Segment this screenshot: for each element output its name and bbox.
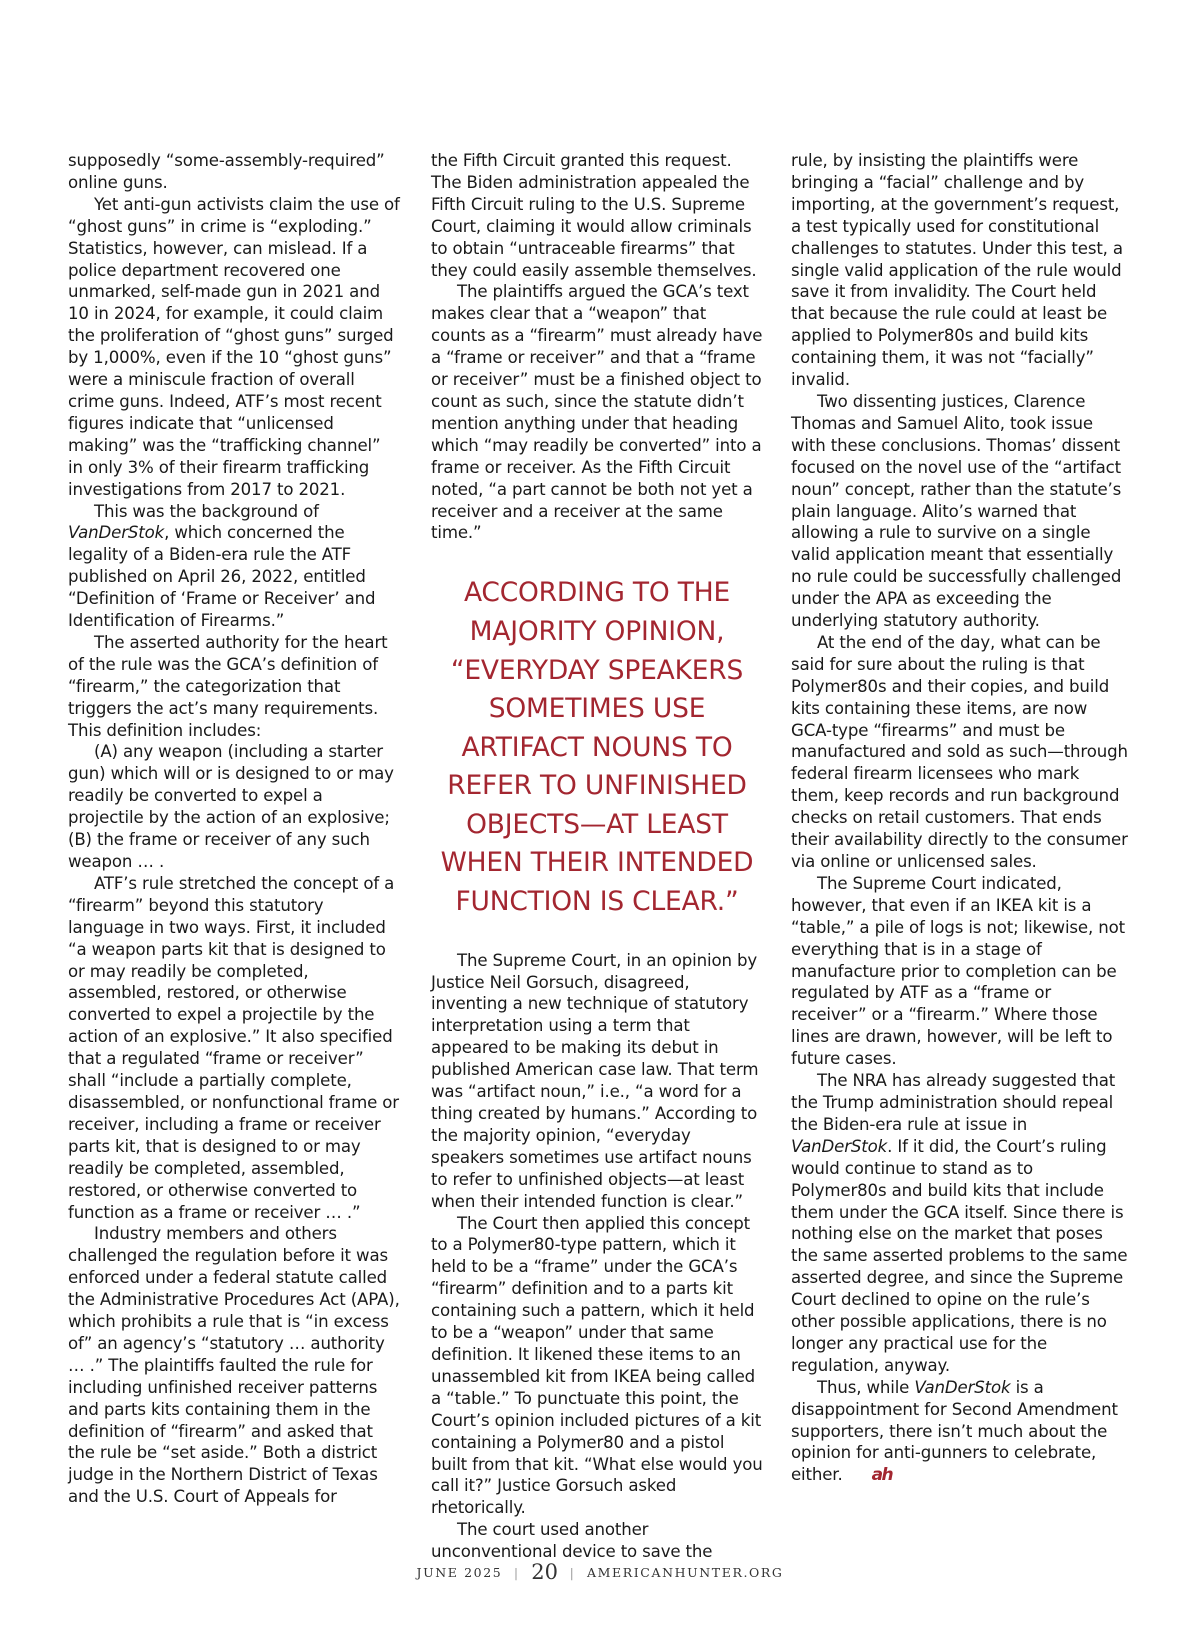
- text-run: . If it did, the Court’s ruling would continue to stand as to Polymer80s and build kits that include them under the GCA itself. Since there is nothing else on the market that poses the same asserted problems to the same asserted degree, and since the Supreme Court declined to opine on the rule’s other possible applications, there is no longer any practical use for the regulation, anyway.: [791, 1136, 1128, 1375]
- paragraph: rule, by insisting the plaintiffs were bringing a “facial” challenge and by importing, at the government’s request, a test typically used for constitutional challenges to statutes. Under this test, a single valid application of the rule would save it from invalidity. The Court held that because the rule could at least be applied to Polymer80s and build kits containing them, it was not “facially” invalid.: [791, 151, 1123, 390]
- paragraph: ATF’s rule stretched the concept of a “firearm” beyond this statutory language in two ways. First, it included “a weapon parts kit that is designed to or may readily be completed, assembled, restored, or otherwise converted to expel a projectile by the action of an explosive.” It also specified that a regulated “frame or receiver” shall “include a partially complete, disassembled, or nonfunctional frame or receiver, including a frame or receiver parts kit, that is designed to or may readily be completed, assembled, restored, or otherwise converted to function as a frame or receiver … .”: [68, 873, 399, 1222]
- paragraph: supposedly “some-assembly-required” online guns.: [68, 151, 385, 192]
- column-2: [431, 150, 763, 1563]
- paragraph: The Supreme Court indicated, however, that even if an IKEA kit is a “table,” a pile of logs is not; likewise, not everything that is in a stage of manufacture prior to completion can be regulated by ATF as a “frame or receiver” or a “firearm.” Where those lines are drawn, however, will be left to future cases.: [791, 873, 1125, 1069]
- issue-date: JUNE 2025: [416, 1565, 503, 1580]
- footer-separator: |: [513, 1565, 520, 1580]
- case-name: VanDerStok: [914, 1377, 1011, 1397]
- paragraph: At the end of the day, what can be said for sure about the ruling is that Polymer80s and their copies, and build kits containing these items, are now GCA-type “firearms” and must be manufactured and sold as such—through federal firearm licensees who mark them, keep records and run background checks on retail customers. That ends their availability directly to the consumer via online or unlicensed sales.: [791, 632, 1128, 871]
- paragraph: [791, 1070, 1131, 1377]
- paragraph: The Supreme Court, in an opinion by Justice Neil Gorsuch, disagreed, inventing a new technique of statutory interpretation using a term that appeared to be making its debut in published American case law. That term was “artifact noun,” i.e., “a word for a thing created by humans.” According to the majority opinion, “everyday speakers sometimes use artifact nouns to refer to unfinished objects—at least when their intended function is clear.”: [431, 950, 759, 1211]
- text-run: The NRA has already suggested that the Trump administration should repeal the Biden-era rule at issue in: [791, 1071, 1116, 1134]
- footer-separator: |: [569, 1565, 576, 1580]
- paragraph: the Fifth Circuit granted this request. The Biden administration appealed the Fifth Circuit ruling to the U.S. Supreme Court, claiming it would allow criminals to obtain “untraceable firearms” that they could easily assemble themselves.: [431, 151, 757, 280]
- website: AMERICANHUNTER.ORG: [586, 1565, 784, 1580]
- column-1: [68, 150, 400, 1508]
- column-3: [791, 150, 1131, 1487]
- paragraph: The Court then applied this concept to a Polymer80-type pattern, which it held to be a “frame” under the GCA’s “firearm” definition and to a parts kit containing such a pattern, which it held to be a “weapon” under that same definition. It likened these items to an unassembled kit from IKEA being called a “table.” To punctuate this point, the Court’s opinion included pictures of a kit containing a Polymer80 and a pistol built from that kit. “What else would you call it?” Justice Gorsuch asked rhetorically.: [431, 1213, 763, 1518]
- paragraph: [791, 1377, 1131, 1488]
- text-run: Thus, while: [817, 1377, 910, 1397]
- paragraph: The court used another unconventional device to save the: [431, 1520, 713, 1562]
- page-number: 20: [531, 1560, 559, 1584]
- case-name: VanDerStok: [68, 523, 165, 543]
- paragraph: Industry members and others challenged the regulation before it was enforced under a federal statute called the Administrative Procedures Act (APA), which prohibits a rule that is “in excess of” an agency’s “statutory … authority … .” The plaintiffs faulted the rule for including unfinished receiver patterns and parts kits containing them in the definition of “firearm” and asked that the rule be “set aside.” Both a district judge in the Northern District of Texas and the U.S. Court of Appeals for: [68, 1224, 400, 1507]
- case-name: VanDerStok: [791, 1136, 888, 1156]
- page-footer: [0, 1560, 1200, 1584]
- pull-quote: ACCORDING TO THE MAJORITY OPINION, “EVERYDAY SPEAKERS SOMETIMES USE ARTIFACT NOUNS TO REFER TO UNFINISHED OBJECTS—AT LEAST WHEN THEIR INTENDED FUNCTION IS CLEAR.”: [440, 577, 754, 918]
- text-run: , which concerned the legality of a Biden-era rule the ATF published on April 26, 2022, entitled “Definition of ‘Frame or Receiver’ and Identification of Firearms.”: [68, 523, 376, 631]
- text-run: is a disappointment for Second Amendment supporters, there isn’t much about the opinion for anti-gunners to celebrate, either.: [791, 1377, 1118, 1485]
- paragraph: The plaintiffs argued the GCA’s text makes clear that a “weapon” that counts as a “firearm” must already have a “frame or receiver” and that a “frame or receiver” must be a finished object to count as such, since the statute didn’t mention anything under that heading which “may readily be converted” into a frame or receiver. As the Fifth Circuit noted, “a part cannot be both not yet a receiver and a receiver at the same time.”: [431, 282, 763, 543]
- paragraph: [68, 501, 400, 632]
- statute-quote: (A) any weapon (including a starter gun) which will or is designed to or may readily be converted to expel a projectile by the action of an explosive; (B) the frame or receiver of any such weapon … .: [68, 742, 394, 871]
- end-mark-logo: ah: [871, 1465, 893, 1486]
- paragraph: The asserted authority for the heart of the rule was the GCA’s definition of “firearm,” the categorization that triggers the act’s many requirements. This definition includes:: [68, 632, 388, 740]
- paragraph: Two dissenting justices, Clarence Thomas and Samuel Alito, took issue with these conclusions. Thomas’ dissent focused on the novel use of the “artifact noun” concept, rather than the statute’s plain language. Alito’s warned that allowing a rule to survive on a single valid application meant that essentially no rule could be successfully challenged under the APA as exceeding the underlying statutory authority.: [791, 391, 1122, 631]
- paragraph: Yet anti-gun activists claim the use of “ghost guns” in crime is “exploding.” Statistics, however, can mislead. If a police department recovered one unmarked, self-made gun in 2021 and 10 in 2024, for example, it could claim the proliferation of “ghost guns” surged by 1,000%, even if the 10 “ghost guns” were a miniscule fraction of overall crime guns. Indeed, ATF’s most recent figures indicate that “unlicensed making” was the “trafficking channel” in only 3% of their firearm trafficking investigations from 2017 to 2021.: [68, 194, 400, 499]
- text-run: This was the background of: [94, 501, 319, 521]
